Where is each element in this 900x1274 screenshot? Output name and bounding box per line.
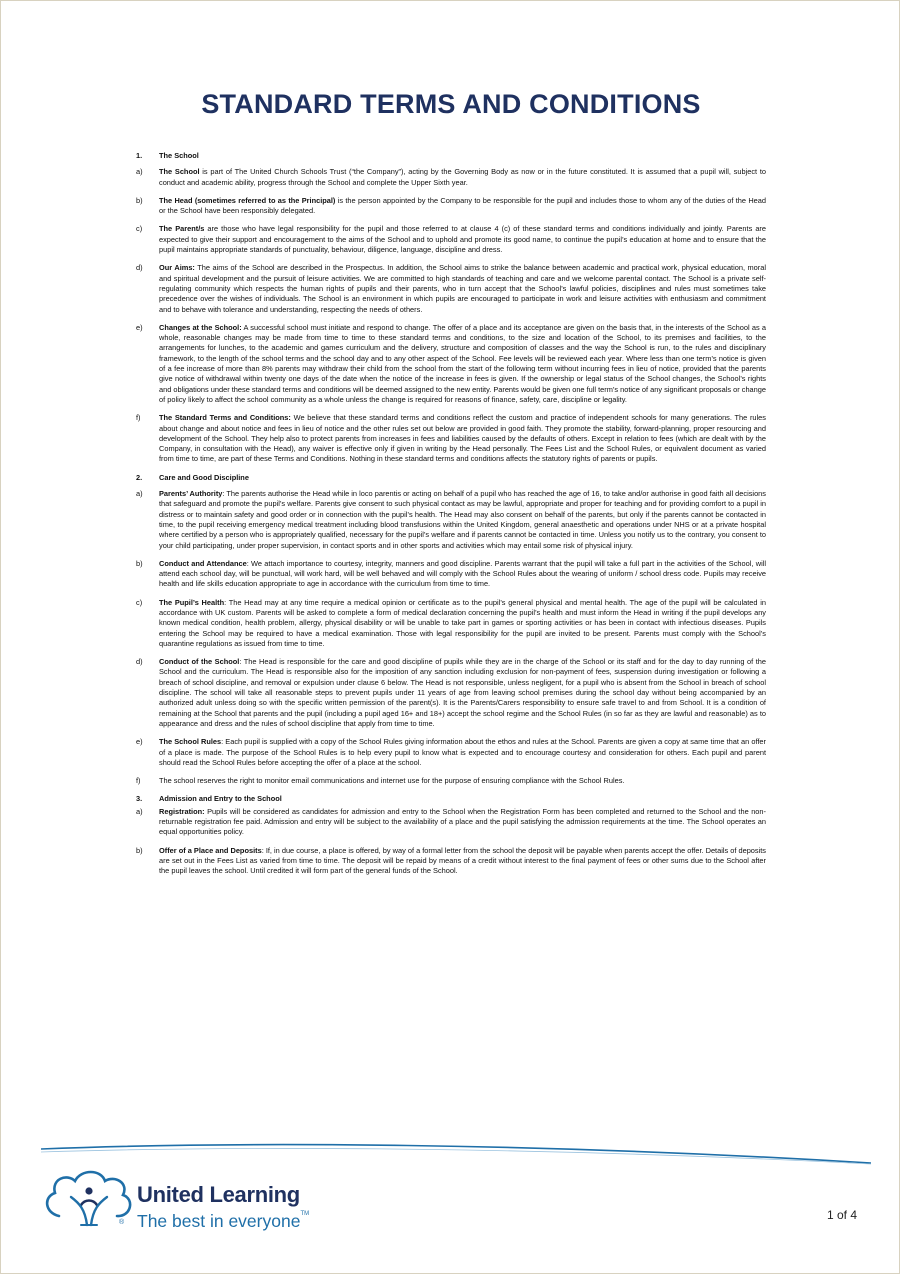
clause-title: Parents’ Authority bbox=[159, 489, 223, 499]
clause-text: The school reserves the right to monitor email communications and internet use for the purpose of ensuring compliance with the School Rules. bbox=[159, 776, 625, 786]
clause bbox=[136, 559, 766, 590]
clause-text: : We attach importance to courtesy, integrity, manners and good discipline. Parents warrant that the pupil will take a full part in the activities of the School, will attend each school day, will be punctual, will work hard, will be well behaved and will comply with the School Rules about the wearing of uniform / school dress code. Pupils may receive health and life skills education appropriate to age in accordance with the curriculum from time to time. bbox=[159, 558, 766, 589]
clause-text: Pupils will be considered as candidates for admission and entry to the School when the Registration Form has been completed and returned to the School and the non-returnable registration fee paid. Admission and entry will be subject to the availability of a place and the pupil satisfying the admission requirements at the time. The School operates an equal opportunities policy. bbox=[159, 806, 766, 837]
clause-title: The School Rules bbox=[159, 737, 222, 747]
clause-title: The Parent/s bbox=[159, 224, 205, 234]
clause-text: : The Head is responsible for the care and good discipline of pupils while they are in the charge of the School or its staff and for the day to day running of the School and the curriculum. The Head is responsible also for the imposition of any sanction including exclusion for non-payment of fees, suspension during investigation or following a breach of school discipline, and removal or expulsion under clause 6 below. The Head is not responsible, unless negligent, for a pupil who is absent from the School in breach of school discipline. The school will take all reasonable steps to prevent pupils under 11 years of age from leaving school premises during the school day without being accompanied by an authorized adult unless doing so with the specific written permission of the parent(s). It is the Parents/Carers responsibility to ensure safe travel to and from School. It is a condition of remaining at the School that parents and the pupil (including a pupil aged 16+ and 18+) accept the school regime and the School Rules (in so far as they are lawful and reasonable) as to appearance and dress and the rules of school discipline that apply from time to time. bbox=[159, 657, 767, 728]
brand-name: United Learning bbox=[137, 1182, 300, 1207]
clause-title: Changes at the School: bbox=[159, 322, 242, 332]
clause-text: are those who have legal responsibility for the pupil and those referred to at clause 4 (c) of these standard terms and conditions individually and jointly. Parents are expected to give their support and encouragement to the aims of the School and to uphold and promote its good name, to continue the pupil’s education at home and to ensure that the pupil maintains appropriate standards of punctuality, behaviour, diligence, language, discipline and dress. bbox=[159, 224, 767, 255]
clause-title: Conduct and Attendance bbox=[159, 558, 247, 568]
clause bbox=[136, 776, 766, 786]
clause bbox=[136, 224, 766, 255]
clause-text: The aims of the School are described in the Prospectus. In addition, the School aims to strike the balance between academic and practical work, physical education, moral and spiritual development and the pursuit of leisure activities. We are committed to high standards of teaching and care and we welcome parental contact. The School is a private self-regulating community which respects the human rights of pupils and their parents, who in turn accept that the School’s lawful policies, disciplines and rules must sometimes take precedence over the wishes of individuals. The School is an environment in which pupils are encouraged to participate in work and leisure activities with enthusiasm and commitment and to behave with tolerance and understanding, respecting the needs of others. bbox=[159, 263, 766, 314]
page-number: 1 of 4 bbox=[827, 1208, 858, 1222]
section-heading bbox=[136, 794, 766, 804]
section-title: Care and Good Discipline bbox=[159, 472, 249, 482]
registered-mark: ® bbox=[119, 1219, 125, 1226]
clause-label: a) bbox=[136, 167, 143, 177]
clause bbox=[136, 167, 766, 188]
section-heading bbox=[136, 473, 766, 483]
clause bbox=[136, 846, 766, 877]
clause-label: b) bbox=[136, 195, 143, 205]
clause-title: The School bbox=[159, 167, 200, 177]
clause-label: b) bbox=[136, 558, 143, 568]
clause-label: d) bbox=[136, 657, 143, 667]
clause-text: : If, in due course, a place is offered, by way of a formal letter from the school the deposit will be payable when parents accept the offer. Details of deposits are set out in the Fees List as varied from time to time. The deposit will be repaid by means of a credit without interest to the final payment of fees or other sums due to the School after the pupil leaves the school. Until credited it will form part of the general funds of the School. bbox=[159, 845, 766, 876]
clause-label: a) bbox=[136, 806, 143, 816]
document-body bbox=[136, 149, 766, 885]
section-title: The School bbox=[159, 151, 199, 160]
clause-label: e) bbox=[136, 737, 143, 747]
clause-title: Offer of a Place and Deposits bbox=[159, 845, 262, 855]
clause-title: Conduct of the School bbox=[159, 657, 240, 667]
clause-text: is part of The United Church Schools Trust (“the Company”), acting by the Governing Body as now or in the future constituted. It is assumed that a pupil will, subject to conduct and academic ability, progress through the School and complete the Upper Sixth year. bbox=[159, 167, 766, 187]
clause bbox=[136, 196, 766, 217]
clause-title: Our Aims: bbox=[159, 263, 195, 273]
clause bbox=[136, 807, 766, 838]
clause-text: : The Head may at any time require a medical opinion or certificate as to the pupil’s general physical and mental health. The age of the pupil will be calculated in accordance with UK custom. Parents will be asked to complete a form of medical declaration concerning the pupil’s health and must inform the Head in writing if the pupil develops any known medical condition, health problem, allergy, physical disability or will be unable to take part in games or sporting activities or has been in contact with infectious diseases. Pupils entering the School may be required to have a medical examination. Those with legal responsibility for the pupil are invited to be present. Parents must comply with the School’s quarantine regulations as issued from time to time. bbox=[159, 597, 766, 648]
tagline-text: The best in everyone bbox=[137, 1211, 301, 1231]
section-title: Admission and Entry to the School bbox=[159, 794, 282, 804]
section-heading bbox=[136, 151, 766, 161]
clause-label: a) bbox=[136, 489, 143, 499]
clause bbox=[136, 489, 766, 551]
document-title: STANDARD TERMS AND CONDITIONS bbox=[201, 89, 701, 119]
clause-label: f) bbox=[136, 776, 141, 786]
clause bbox=[136, 323, 766, 405]
clause-label: f) bbox=[136, 413, 141, 423]
clause-text: : The parents authorise the Head while in loco parentis or acting on behalf of a pupil who has reached the age of 16, to take and/or authorise in good faith all decisions that safeguard and promote the pupil’s welfare. Parents give consent to such physical contact as may be lawful, appropriate and proper for teaching and for providing comfort to a pupil in distress or to maintain safety and good order or in connection with the pupil’s health. The Head may also consent on behalf of the parents, but only if the parents cannot be contacted in time, to the pupil receiving emergency medical treatment including blood transfusions within the United Kingdom, general anaesthetic and operations under NHS or at a private hospital where certified by a person who is appropriately qualified, necessary for the pupil’s welfare and if parents cannot be contacted in time. Unless you notify us to the contrary, you consent to your child participating, under proper supervision, in contact sports and in other sports and activities which may entail some risk of physical injury. bbox=[159, 489, 766, 550]
clause-title: The Head (sometimes referred to as the Principal) bbox=[159, 195, 336, 205]
clause-text: We believe that these standard terms and conditions reflect the custom and practice of independent schools for many generations. The rules about change and about notice and fees in lieu of notice and the other rules set out below are provided in good faith. They promote the stability, forward-planning, proper resourcing and development of the School. They help also to protect parents from increases in fees and liabilities caused by the defaults of others. Except in relation to fees (which are dealt with by the Company, in consultation with the Head), any waiver is effective only if given in writing by the Head personally. The Fees List and the School Rules, or equivalent document as varied from time to time, are part of these Terms and Conditions. Nothing in these standard terms and conditions affects the statutory rights of parents or pupils. bbox=[159, 413, 766, 464]
clause-label: b) bbox=[136, 845, 143, 855]
clause-label: e) bbox=[136, 322, 143, 332]
section-number: 2. bbox=[136, 472, 143, 482]
clause-text: A successful school must initiate and respond to change. The offer of a place and its acceptance are given on the basis that, in the interests of the School as a whole, reasonable changes may be made from time to time to these standard terms and conditions, to the size and location of the School, to its premises and facilities, to the arrangements for lunches, to the academic and games curriculum and the delivery, structure and composition of classes and the way the School is run, to the rules and disciplinary framework, to the length of the school terms and the school day and to any other aspect of the School. Fee levels will be reviewed each year. Where less than one term’s notice is given of a fee increase of more than 8% parents may withdraw their child from the school from the start of the following term without incurring fees in lieu of notice, provided that the parents give notice of withdrawal within twenty one days of the date when the notice of the increase in fees is given. If the ownership or legal status of the School changes, the School’s rights and obligations under these standard terms and conditions will be deemed assigned to the new entity. Parents would be given one full term’s notice of any significant proposals or change of policy likely to affect the school community as a whole unless the change is required for reasons of finance, safety, care, discipline or legality. bbox=[159, 322, 766, 404]
clause-title: The Pupil’s Health bbox=[159, 597, 225, 607]
brand-tagline bbox=[137, 1211, 309, 1232]
footer-divider-line bbox=[41, 1139, 871, 1179]
clause bbox=[136, 413, 766, 464]
section-number: 3. bbox=[136, 794, 143, 804]
clause bbox=[136, 263, 766, 314]
clause-text: is the person appointed by the Company to be responsible for the pupil and includes those to whom any of the duties of the Head or the School have been responsibly delegated. bbox=[159, 195, 766, 216]
clause-title: The Standard Terms and Conditions: bbox=[159, 413, 291, 423]
clause-label: c) bbox=[136, 224, 143, 234]
clause bbox=[136, 598, 766, 649]
clause-label: c) bbox=[136, 597, 143, 607]
clause-text: : Each pupil is supplied with a copy of the School Rules giving information about the ethos and rules at the School. Parents are given a copy at same time that an offer of a place is made. The purpose of the School Rules is to help every pupil to know what is expected and to encourage courtesy and consideration for others. Each pupil and parent should read the School Rules before accepting the offer of a place at the school. bbox=[159, 737, 766, 767]
clause-label: d) bbox=[136, 263, 143, 273]
section-number: 1. bbox=[136, 151, 143, 160]
tree-with-people-logo-icon bbox=[41, 1161, 141, 1231]
clause-title: Registration: bbox=[159, 806, 205, 816]
clause bbox=[136, 657, 766, 729]
clause bbox=[136, 737, 766, 768]
trademark-mark: TM bbox=[300, 1211, 310, 1217]
